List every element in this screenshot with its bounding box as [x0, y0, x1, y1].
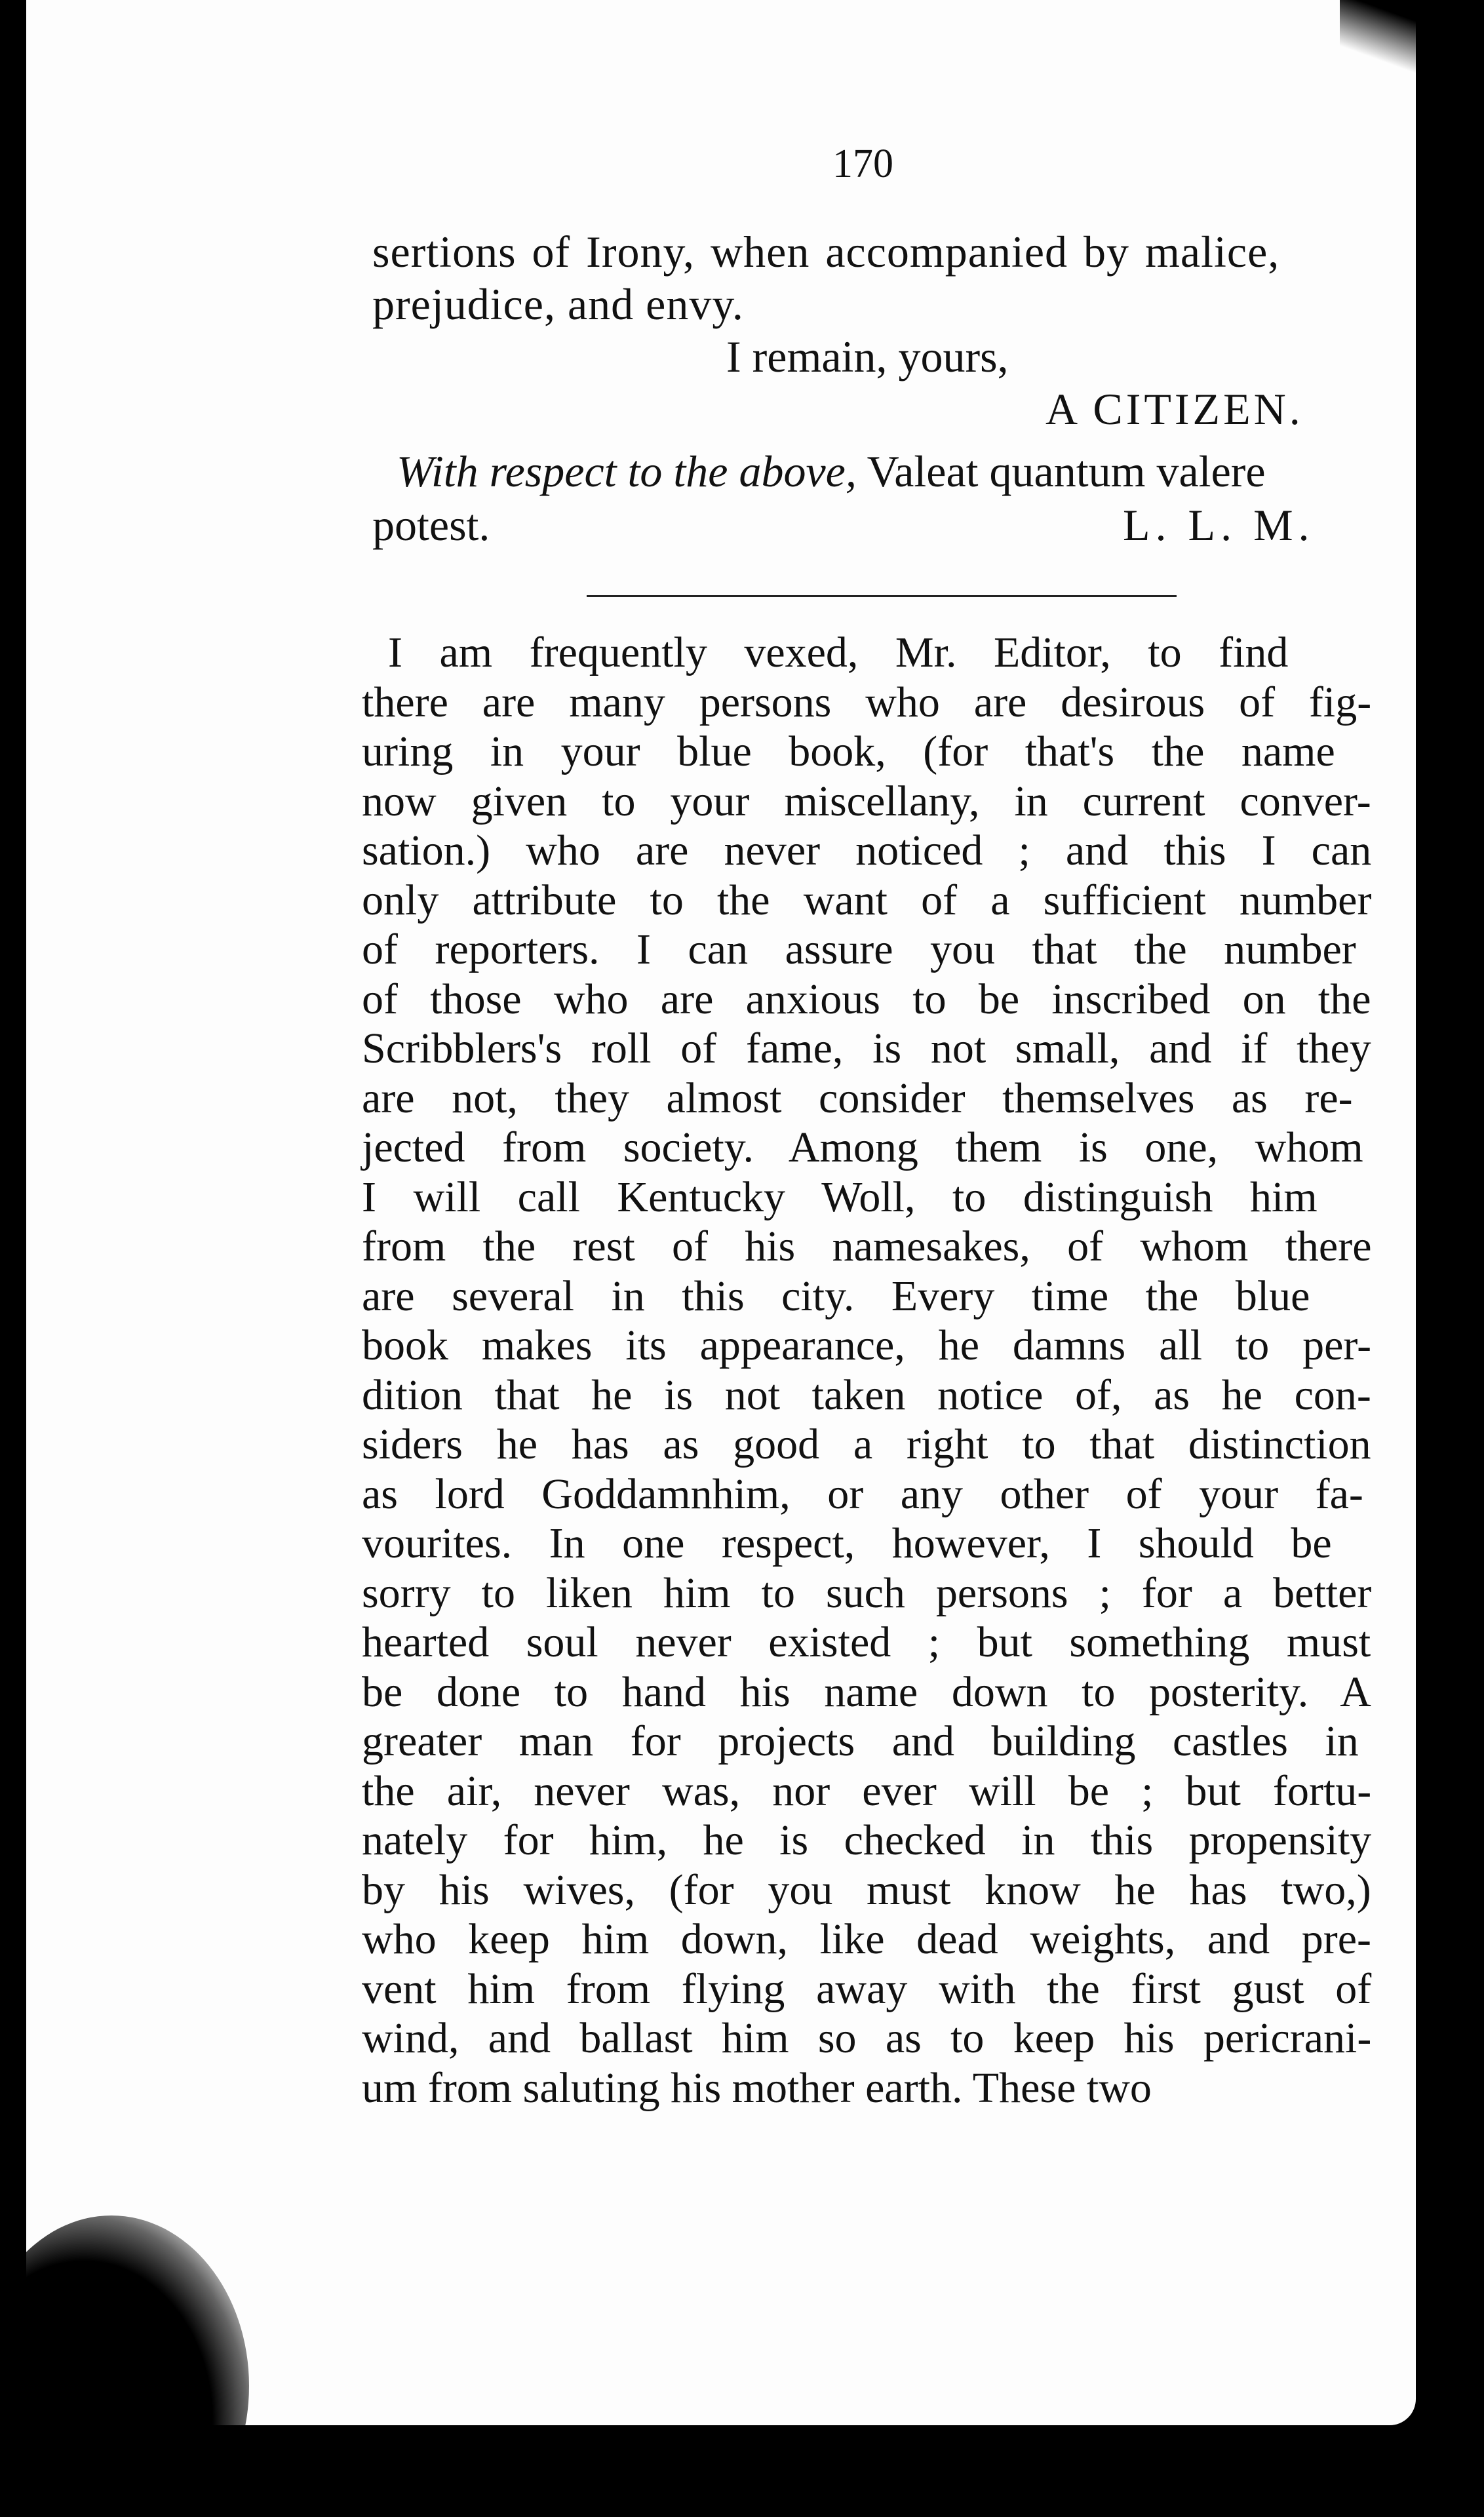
paragraph-line: sation.) who are never noticed ; and this I can — [362, 827, 1372, 874]
letter-closing: I remain, yours, — [726, 332, 1009, 381]
paragraph-line: who keep him down, like dead weights, and pre- — [362, 1915, 1372, 1963]
paragraph-line: wind, and ballast him so as to keep his pericrani- — [362, 2014, 1372, 2062]
paragraph-line: siders he has as good a right to that distinction — [362, 1420, 1371, 1468]
editor-note-italic-lead: With respect to the above, — [397, 446, 857, 496]
page-number: 170 — [832, 142, 893, 186]
paragraph-line: Scribblers's roll of fame, is not small, and if they — [362, 1024, 1371, 1072]
editor-note-line-2 — [372, 499, 1369, 551]
paragraph-line: of those who are anxious to be inscribed on the — [362, 975, 1371, 1023]
letter-paragraph — [362, 628, 1371, 2113]
section-divider-rule — [587, 595, 1177, 597]
paragraph-line: vent him from flying away with the first gust of — [362, 1964, 1372, 2013]
paragraph-line: from the rest of his namesakes, of whom there — [362, 1222, 1372, 1270]
paragraph-line: jected from society. Among them is one, whom — [362, 1123, 1363, 1171]
paper-page — [26, 0, 1416, 2425]
text-line-continued-1: sertions of Irony, when accompanied by malice, — [372, 227, 1280, 277]
paragraph-line: there are many persons who are desirous of fig- — [362, 678, 1372, 726]
paragraph-line: nately for him, he is checked in this propensity — [362, 1816, 1372, 1864]
paragraph-line: um from saluting his mother earth. These two — [362, 2063, 1152, 2112]
paragraph-line: vourites. In one respect, however, I should be — [362, 1519, 1332, 1567]
paragraph-line: sorry to liken him to such persons ; for a better — [362, 1569, 1372, 1617]
paragraph-line: book makes its appearance, he damns all to per- — [362, 1321, 1372, 1369]
paragraph-line: uring in your blue book, (for that's the name — [362, 728, 1335, 775]
paragraph-line: I am frequently vexed, Mr. Editor, to find — [388, 629, 1289, 676]
paragraph-line: by his wives, (for you must know he has two,) — [362, 1865, 1371, 1914]
paragraph-line: as lord Goddamnhim, or any other of your fa- — [362, 1470, 1363, 1518]
paragraph-line: hearted soul never existed ; but something must — [362, 1618, 1371, 1666]
editor-note-latin: Valeat quantum valere — [856, 446, 1266, 496]
paragraph-line: be done to hand his name down to posterity. A — [362, 1668, 1371, 1716]
editor-initials: L. L. M. — [1123, 500, 1315, 550]
paragraph-line: I will call Kentucky Woll, to distinguish him — [362, 1173, 1318, 1221]
corner-shadow — [1340, 0, 1484, 79]
paragraph-line: dition that he is not taken notice of, as he con- — [362, 1371, 1371, 1419]
text-line-continued-2: prejudice, and envy. — [372, 279, 744, 329]
editor-note-potest: potest. — [372, 500, 490, 550]
paragraph-line: now given to your miscellany, in current conver- — [362, 777, 1371, 825]
paragraph-line: the air, never was, nor ever will be ; but fortu- — [362, 1766, 1372, 1815]
paragraph-line: are not, they almost consider themselves as re- — [362, 1074, 1353, 1122]
paragraph-line: are several in this city. Every time the blue — [362, 1272, 1310, 1320]
page-binding-edge — [1428, 39, 1445, 2412]
paragraph-line: only attribute to the want of a sufficient number — [362, 876, 1372, 924]
editor-note-line-1 — [397, 446, 1266, 498]
letter-signature: A CITIZEN. — [1045, 384, 1304, 434]
paragraph-line: of reporters. I can assure you that the number — [362, 926, 1356, 973]
paragraph-line: greater man for projects and building castles in — [362, 1717, 1359, 1765]
